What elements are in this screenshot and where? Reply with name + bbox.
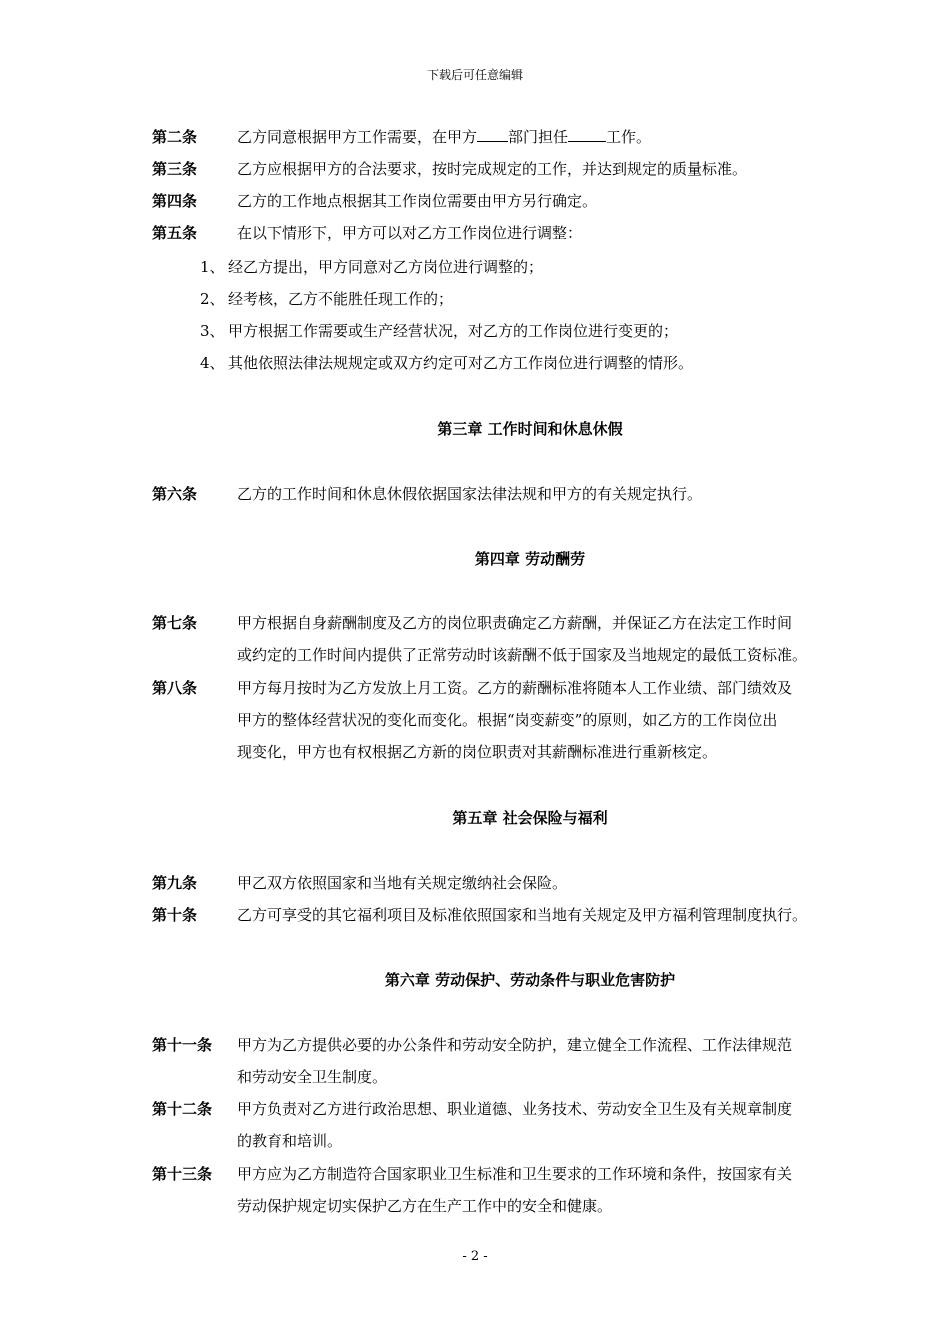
article-label: 第六条 (152, 485, 198, 503)
article-label: 第二条 (152, 128, 198, 146)
article-text: 乙方应根据甲方的合法要求，按时完成规定的工作，并达到规定的质量标准。 (237, 160, 748, 178)
article-label: 第九条 (152, 874, 198, 892)
article-label: 第十条 (152, 906, 198, 924)
article-text: 甲方根据自身薪酬制度及乙方的岗位职责确定乙方薪酬，并保证乙方在法定工作时间 (237, 614, 793, 632)
article-label: 第四条 (152, 192, 198, 210)
article-text: 在以下情形下，甲方可以对乙方工作岗位进行调整： (237, 224, 583, 242)
article-text: 乙方的工作时间和休息休假依据国家法律法规和甲方的有关规定执行。 (237, 485, 703, 503)
article-label: 第十三条 (152, 1165, 213, 1183)
article-text: 甲方每月按时为乙方发放上月工资。乙方的薪酬标准将随本人工作业绩、部门绩效及 (237, 679, 793, 697)
article-label: 第八条 (152, 679, 198, 697)
article-label: 第七条 (152, 614, 198, 632)
article-text: 乙方的工作地点根据其工作岗位需要由甲方另行确定。 (237, 192, 598, 210)
article-text: 甲方为乙方提供必要的办公条件和劳动安全防护，建立健全工作流程、工作法律规范 (237, 1036, 793, 1054)
article-text: 乙方可享受的其它福利项目及标准依照国家和当地有关规定及甲方福利管理制度执行。 (237, 906, 808, 924)
article-label: 第十二条 (152, 1100, 213, 1118)
document-page: 下载后可任意编辑 第二条 乙方同意根据甲方工作需要，在甲方 部门担任 工作。 第三条 乙方应根据甲方的合法要求，按时完成规定的工作，并达到规定的质量标准。 第四条 乙方的工作地点根据其工作岗位需要由甲方另行确定。 第五条 在以下情形下，甲方可以对乙方工作岗位进行调整： 1、 经乙方提出，甲方同意对乙方岗位进行调整的； 2、 经考核，乙方不能胜任现工作的； 3、 甲方根据工作需要或生产经营状况，对乙方的工作岗位进行变更的； 4、 其他依照法律法规规定或双方约定可对乙方工作岗位进行调整的情形。 第三章 工作时间和休息休假 第六条 乙方的工作时间和休息休假依据国家法律法规和甲方的有关规定执行。 第四章 劳动酬劳 第七条 甲方根据自身薪酬制度及乙方的岗位职责确定乙方薪酬，并保证乙方在法定工作时间 或约定的工作时间内提供了正常劳动时该薪酬不低于国家及当地规定的最低工资标准。 第八条 甲方每月按时为乙方发放上月工资。乙方的薪酬标准将随本人工作业绩、部门绩效及 甲方的整体经营状况的变化而变化。根据“岗变薪变”的原则，如乙方的工作岗位出 现变化，甲方也有权根据乙方新的岗位职责对其薪酬标准进行重新核定。 第五章 社会保险与福利 第九条 甲乙双方依照国家和当地有关规定缴纳社会保险。 第十条 乙方可享受的其它福利项目及标准依照国家和当地有关规定及甲方福利管理制度执行。 第六章 劳动保护、劳动条件与职业危害防护 第十一条 甲方为乙方提供必要的办公条件和劳动安全防护，建立健全工作流程、工作法律规范 和劳动安全卫生制度。 第十二条 甲方负责对乙方进行政治思想、职业道德、业务技术、劳动安全卫生及有关规章制度 的教育和培训。 第十三条 甲方应为乙方制造符合国家职业卫生标准和卫生要求的工作环境和条件，按国家有关 劳动保护规定切实保护乙方在生产工作中的安全和健康。 - 2 - (0, 0, 950, 1344)
article-text: 甲方负责对乙方进行政治思想、职业道德、业务技术、劳动安全卫生及有关规章制度 (237, 1100, 793, 1118)
blank-field-department (477, 127, 508, 142)
article-text: 乙方同意根据甲方工作需要，在甲方 部门担任 工作。 (237, 128, 652, 146)
page-number: - 2 - (462, 1249, 488, 1264)
page-header: 下载后可任意编辑 (426, 68, 523, 82)
article-text: 甲乙双方依照国家和当地有关规定缴纳社会保险。 (237, 874, 568, 892)
article-label: 第十一条 (152, 1036, 213, 1054)
article-text: 甲方应为乙方制造符合国家职业卫生标准和卫生要求的工作环境和条件，按国家有关 (237, 1165, 793, 1183)
article-label: 第三条 (152, 160, 198, 178)
article-label: 第五条 (152, 224, 198, 242)
blank-field-position (568, 127, 606, 142)
